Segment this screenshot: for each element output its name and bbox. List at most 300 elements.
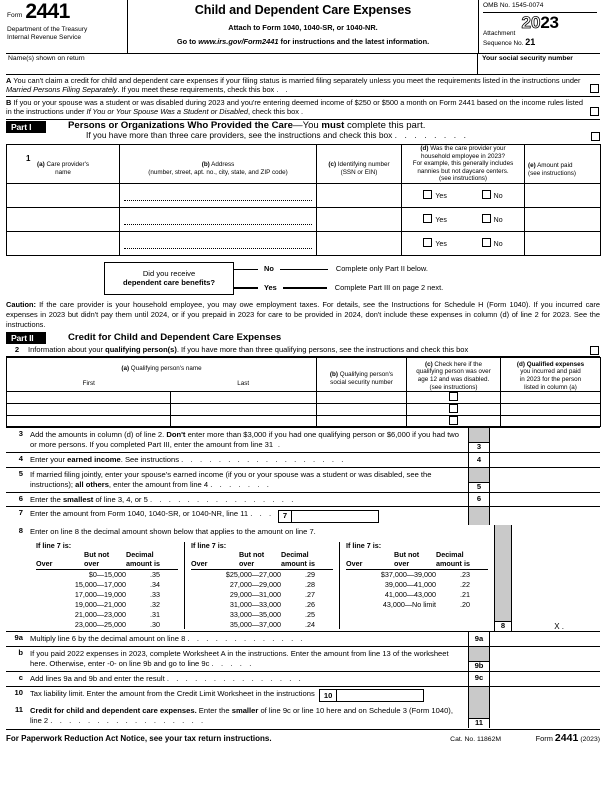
col-address-header	[120, 145, 317, 184]
line-b-checkbox[interactable]	[590, 107, 599, 116]
line-8-amount[interactable]	[512, 525, 600, 631]
decimal-over-header: Over	[191, 558, 208, 568]
decimal-amount-2: amount is	[281, 558, 315, 568]
benefits-question-box	[104, 262, 234, 295]
caution-note	[6, 300, 600, 330]
decimal-amount-1: Decimal	[281, 550, 309, 560]
footer-form-number: 2441	[554, 731, 579, 744]
line-2-more-persons-checkbox[interactable]	[590, 346, 599, 355]
line-7-row	[6, 507, 600, 524]
line-7-inline-box	[278, 510, 379, 523]
decimal-row	[191, 609, 333, 619]
address-dash-rule	[124, 190, 312, 201]
provider-name-cell[interactable]	[7, 183, 120, 207]
line-9c-amount[interactable]	[490, 672, 600, 686]
goto-suffix: for instructions and the latest information.	[278, 36, 430, 46]
part-2-tag: Part II	[6, 332, 46, 344]
line-7-label: Enter the amount from Form 1040, 1040-SR, or 1040-NR, line 11	[30, 509, 249, 519]
goto-line	[128, 38, 478, 47]
line-11-dots: . . . . . . . . . . . . . . . . .	[50, 715, 206, 725]
part-1-tag: Part I	[6, 121, 46, 133]
col-d-label-3: For example, this generally includes	[412, 160, 514, 168]
line-4-amount[interactable]	[490, 453, 600, 467]
line-3-amount[interactable]	[490, 428, 600, 452]
line-10-box-number: 10	[320, 690, 337, 701]
provider-household-cell	[402, 207, 525, 231]
line-a-text-1: You can't claim a credit for child and dependent care expenses if your filing status is married filing separately unless you meet the requirements listed in the instructions under	[13, 76, 581, 85]
decimal-range: $37,000—39,000	[380, 570, 436, 580]
q-col-d-tag: (d)	[516, 360, 525, 368]
line-2-text-1: Information about your	[28, 344, 106, 354]
caution-text: If the care provider is your household employee, you may owe employment taxes. For details, see the Instructions for Schedule H (Form 1040). If you incurred care expenses in 2023 but didn't pay them until 2024, or if you prepaid in 2023 for care to be provided in 2024, don't include these expenses in column (d) of line 2 for 2023. See the instructions.	[6, 299, 600, 329]
household-no-checkbox[interactable]	[482, 190, 491, 199]
line-a-dots: . .	[276, 84, 291, 94]
decimal-header-row	[346, 551, 488, 570]
decimal-row	[191, 580, 333, 590]
decimal-row	[36, 570, 178, 580]
line-9c-box-label	[468, 672, 490, 686]
line-9a-number: 9a	[14, 633, 23, 643]
decimal-row	[36, 599, 178, 609]
col-qualifying-ssn-header	[317, 357, 407, 391]
decimal-amount-1: Decimal	[436, 550, 464, 560]
q-last-cell[interactable]	[171, 403, 317, 415]
decimal-range: 43,000—No limit	[382, 599, 436, 609]
q-expenses-cell[interactable]	[501, 403, 601, 415]
decimal-value: .30	[150, 619, 160, 629]
col-d-label-1: Was the care provider your	[430, 145, 506, 153]
header-title-block	[128, 0, 478, 53]
household-no-option[interactable]	[482, 190, 503, 201]
line-6-amount[interactable]	[490, 493, 600, 507]
line-7-shaded-gutter	[468, 507, 490, 524]
decimal-amount-1: Decimal	[126, 550, 154, 560]
line-7-text	[28, 507, 468, 524]
col-b-sub: (number, street, apt. no., city, state, and ZIP code)	[148, 168, 288, 176]
q-col-c-label-3: age 12 and was disabled.	[417, 376, 490, 384]
decimal-value: .26	[305, 599, 315, 609]
decimal-value: .22	[460, 580, 470, 590]
line-9a-text	[28, 632, 468, 646]
line-8-box-number: 8	[495, 621, 511, 631]
q-col-first-label: First	[82, 379, 95, 387]
q-col-c-label-2: qualifying person was over	[416, 368, 491, 376]
provider-identifying-cell[interactable]	[317, 183, 402, 207]
line-7-amount[interactable]	[292, 511, 378, 522]
provider-identifying-cell[interactable]	[317, 231, 402, 255]
part-1-subtitle-dots: . . . . . . . .	[394, 130, 469, 141]
decimal-row	[36, 609, 178, 619]
line-9c-text	[28, 672, 468, 686]
decimal-block-title: If line 7 is:	[36, 540, 72, 550]
line-10-amount-void	[490, 687, 600, 704]
decimal-row	[36, 580, 178, 590]
col-b-label: Address	[211, 160, 235, 168]
benefits-yes-result: Complete Part III on page 2 next.	[334, 282, 444, 292]
line-11-text	[28, 704, 468, 728]
address-dash-rule	[124, 238, 312, 249]
line-b-italic: If You or Your Spouse Was a Student or Disabled	[86, 107, 248, 117]
line-9a-amount[interactable]	[490, 632, 600, 646]
dependent-care-benefits-decision	[6, 261, 600, 297]
q-col-b-tag: (b)	[329, 370, 338, 378]
line-9a-box-number: 9a	[469, 635, 489, 644]
provider-amount-cell[interactable]	[525, 231, 601, 255]
household-no-option[interactable]	[482, 238, 503, 249]
col-household-employee-header	[402, 145, 525, 184]
provider-address-cell[interactable]	[120, 231, 317, 255]
decimal-value: .31	[150, 609, 160, 619]
benefits-no-result: Complete only Part II below.	[335, 264, 428, 274]
q-col-b-label-1: Qualifying person's	[339, 370, 394, 378]
line-3-bold: Don't	[166, 430, 186, 440]
decimal-row	[346, 580, 488, 590]
decimal-range: 31,000—33,000	[229, 599, 281, 609]
decimal-butnot-2: over	[394, 558, 410, 568]
ssn-field-cell[interactable]	[478, 54, 600, 74]
line-3-text-2: enter more than $3,000 if you had one qualifying person or $6,000 if you had two or more persons. If you completed Part III, enter the amount from line 31	[30, 430, 460, 450]
tax-year-century: 20	[521, 12, 541, 32]
line-a-row	[6, 75, 600, 97]
provider-name-cell[interactable]	[7, 207, 120, 231]
omb-number: OMB No. 1545-0074	[483, 2, 597, 13]
footer-form-word: Form	[535, 733, 553, 743]
q-disabled-cell[interactable]	[407, 403, 501, 415]
tax-year-short: 23	[540, 12, 559, 32]
decimal-row	[191, 619, 333, 629]
q-last-cell[interactable]	[171, 392, 317, 404]
part-1-title-rest: complete this part.	[344, 119, 426, 131]
benefits-no-label: No	[264, 264, 274, 274]
line-5-text-1: If married filing jointly, enter your spouse's earned income (if you or your spouse was a student or was disabled, see the instructions);	[30, 469, 432, 489]
decimal-block-title: If line 7 is:	[346, 540, 382, 550]
line-4-box-label	[468, 453, 490, 467]
attachment-label-1: Attachment	[483, 29, 516, 37]
decimal-amount-header	[436, 551, 486, 568]
line-11-amount[interactable]	[490, 704, 600, 728]
decimal-range: 21,000—23,000	[74, 609, 126, 619]
part-2-bar	[6, 332, 600, 344]
provider-amount-cell[interactable]	[525, 207, 601, 231]
provider-amount-cell[interactable]	[525, 183, 601, 207]
care-providers-header-row	[7, 145, 601, 184]
taxpayer-identity-row	[6, 54, 600, 75]
q-disabled-cell[interactable]	[407, 392, 501, 404]
col-e-label: Amount paid	[537, 162, 573, 170]
decimal-row	[346, 599, 488, 609]
decimal-value: .21	[460, 589, 470, 599]
decimal-range: 39,000—41,000	[384, 580, 436, 590]
decimal-row	[346, 570, 488, 580]
provider-identifying-cell[interactable]	[317, 207, 402, 231]
benefits-question-line-1: Did you receive	[142, 268, 196, 278]
form-number: 2441	[25, 0, 70, 23]
qualifying-persons-table	[6, 357, 601, 427]
line-a-checkbox[interactable]	[590, 84, 599, 93]
line-9a-row	[6, 632, 600, 647]
line-10-number: 10	[14, 687, 23, 697]
line-10-inline-box	[319, 689, 424, 702]
line-9c-box-number: 9c	[469, 674, 489, 683]
decimal-block	[339, 542, 494, 629]
decimal-range: 35,000—37,000	[229, 619, 281, 629]
household-yes-checkbox[interactable]	[423, 190, 432, 199]
decimal-value: .33	[150, 589, 160, 599]
benefits-branches	[234, 262, 600, 295]
decimal-block	[184, 542, 339, 629]
line-3-text-1: Add the amounts in column (d) of line 2.	[30, 430, 167, 440]
tax-year	[483, 14, 597, 31]
line-3-number: 3	[18, 429, 23, 439]
decimal-header-row	[191, 551, 333, 570]
form-header	[6, 0, 600, 54]
name-field-cell[interactable]	[6, 54, 478, 74]
decimal-range: 41,000—43,000	[384, 589, 436, 599]
q-col-a-tag: (a)	[121, 364, 130, 372]
household-yes-option[interactable]	[423, 190, 446, 201]
line-9b-amount[interactable]	[490, 647, 600, 671]
q-ssn-cell[interactable]	[317, 392, 407, 404]
household-no-label: No	[493, 216, 503, 224]
household-yes-label: Yes	[435, 216, 447, 224]
col-provider-name-header	[7, 145, 120, 184]
line-5-box-number: 5	[469, 482, 489, 492]
col-d-label-4: nannies but not daycare centers.	[417, 167, 509, 175]
provider-address-cell[interactable]	[120, 207, 317, 231]
provider-household-cell	[402, 183, 525, 207]
irs-url-link[interactable]: www.irs.gov/Form2441	[198, 36, 279, 46]
decimal-block-title: If line 7 is:	[191, 540, 227, 550]
caution-label: Caution:	[6, 299, 36, 309]
col-c-sub: (SSN or EIN)	[340, 168, 378, 176]
line-b-text-1: If you or your spouse was a student or was disabled during 2023 and you're entering deemed income of $250 or $500 a month on Form 2441 based on the income rules listed in the instructions under	[6, 98, 584, 117]
decimal-value: .32	[150, 599, 160, 609]
col-qualified-expenses-header	[501, 357, 601, 391]
line-9a-box-label	[468, 632, 490, 646]
decimal-header-row	[36, 551, 178, 570]
line-6-box-label	[468, 493, 490, 507]
header-left-block	[6, 0, 128, 53]
attach-to-text: Attach to Form 1040, 1040-SR, or 1040-NR.	[228, 22, 378, 32]
line-5-bold: all others	[75, 479, 109, 489]
line-1-number: 1	[26, 154, 31, 164]
address-dash-rule	[124, 214, 312, 225]
part-1-subtitle: If you have more than three care providers, see the instructions and check this box	[86, 130, 393, 141]
line-9a-dots: . . . . . . . . . . . . .	[187, 634, 306, 644]
household-yes-option[interactable]	[423, 238, 446, 249]
col-amount-paid-header	[525, 145, 601, 184]
line-4-row	[6, 453, 600, 468]
decimal-amount-table	[30, 542, 494, 629]
line-6-row	[6, 493, 600, 508]
line-9b-box-label	[468, 647, 490, 671]
paperwork-notice: For Paperwork Reduction Act Notice, see your tax return instructions.	[6, 733, 272, 743]
line-2-number: 2	[14, 344, 20, 354]
line-9b-number: b	[18, 647, 23, 657]
line-6-text-1: Enter the	[30, 494, 63, 504]
q-first-cell[interactable]	[7, 403, 171, 415]
line-4-bold: earned income	[67, 455, 121, 465]
q-col-c-label-1: Check here if the	[434, 360, 483, 368]
line-10-text	[28, 687, 468, 704]
provider-name-cell[interactable]	[7, 231, 120, 255]
decimal-block	[30, 542, 184, 629]
line-6-dots: . . . . . . . . . . . . . . . .	[149, 494, 296, 504]
line-6-box-number: 6	[469, 495, 489, 504]
decimal-row	[36, 619, 178, 629]
decimal-row	[191, 599, 333, 609]
line-5-amount[interactable]	[490, 468, 600, 492]
household-yes-label: Yes	[435, 240, 447, 248]
decimal-butnot-2: over	[239, 558, 255, 568]
decimal-butnot-1: But not	[239, 550, 265, 560]
col-qualifying-name-header	[7, 357, 317, 391]
decimal-value: .20	[460, 599, 470, 609]
decimal-range: 33,000—35,000	[229, 609, 281, 619]
part-1-title-dash: —You	[292, 119, 322, 131]
care-provider-row	[7, 231, 601, 255]
q-disabled-cell[interactable]	[407, 415, 501, 427]
decimal-row	[36, 590, 178, 600]
form-footer	[6, 729, 600, 744]
line-8-row	[6, 525, 600, 632]
name-field-label: Name(s) shown on return	[8, 55, 85, 62]
provider-address-cell[interactable]	[120, 183, 317, 207]
q-col-last-label: Last	[237, 379, 250, 387]
line-3-dots: .	[273, 440, 283, 450]
decimal-amount-header	[281, 551, 331, 568]
line-9b-dots: . . . . .	[211, 658, 254, 668]
q-col-d-bold: Qualified expenses	[526, 360, 585, 368]
line-9c-label: Add lines 9a and 9b and enter the result	[30, 673, 165, 683]
col-b-tag: (b)	[201, 160, 210, 168]
q-disabled-checkbox[interactable]	[449, 416, 458, 425]
household-no-label: No	[493, 240, 503, 248]
line-b-letter: B	[6, 98, 12, 108]
line-7-box-number: 7	[279, 511, 292, 522]
form-word-label: Form	[7, 12, 23, 20]
ssn-field-label: Your social security number	[482, 55, 573, 62]
benefits-no-branch	[234, 265, 428, 274]
q-first-cell[interactable]	[7, 415, 171, 427]
q-col-d-label-3: listed in column (a)	[524, 383, 577, 391]
part-1-subtitle-row	[86, 131, 600, 141]
line-2-text	[28, 346, 586, 355]
attachment-label-2: Sequence No.	[483, 40, 524, 48]
line-7-amount-void	[490, 507, 600, 524]
line-7-number: 7	[18, 508, 23, 518]
line-a-letter: A	[6, 76, 12, 85]
line-11-box-label	[468, 704, 490, 728]
decimal-butnot-1: But not	[84, 550, 110, 560]
decimal-range: 17,000—19,000	[74, 589, 126, 599]
header-right-block	[478, 0, 600, 53]
household-yes-checkbox[interactable]	[423, 238, 432, 247]
q-last-cell[interactable]	[171, 415, 317, 427]
line-4-dots: . . . . . . . . . . . . . . . . . .	[181, 455, 346, 465]
decimal-value: .24	[305, 619, 315, 629]
line-11-bold-2: smaller	[231, 705, 259, 715]
decimal-value: .25	[305, 609, 315, 619]
line-3-row	[6, 428, 600, 453]
q-ssn-cell[interactable]	[317, 403, 407, 415]
q-disabled-checkbox[interactable]	[449, 404, 458, 413]
household-yes-option[interactable]	[423, 214, 446, 225]
line-5-box-label	[468, 468, 490, 492]
household-yes-label: Yes	[435, 192, 447, 200]
line-b-row	[6, 97, 600, 119]
line-5-number: 5	[18, 468, 23, 478]
qualifying-person-row	[7, 403, 601, 415]
line-5-text	[28, 468, 468, 492]
decimal-butnot-header	[394, 551, 436, 568]
line-11-bold-1: Credit for child and dependent care expenses.	[30, 705, 197, 715]
line-4-box-number: 4	[469, 456, 489, 465]
line-10-amount[interactable]	[337, 690, 423, 701]
line-9b-row	[6, 647, 600, 672]
line-11-row	[6, 704, 600, 728]
q-col-a-label: Qualifying person's name	[130, 364, 202, 372]
credit-computation-lines	[6, 427, 600, 727]
line-a-italic: Married Persons Filing Separately	[6, 84, 118, 94]
qualifying-persons-header-row	[7, 357, 601, 391]
decimal-value: .35	[150, 570, 160, 580]
qualifying-person-row	[7, 415, 601, 427]
department-line-2: Internal Revenue Service	[7, 34, 82, 42]
line-5-text-2: , enter the amount from line 4	[108, 479, 209, 489]
q-expenses-cell[interactable]	[501, 415, 601, 427]
part-2-title: Credit for Child and Dependent Care Expenses	[68, 331, 282, 343]
benefits-yes-branch	[234, 284, 443, 293]
decimal-butnot-1: But not	[394, 550, 420, 560]
line-6-number: 6	[18, 493, 23, 503]
household-no-checkbox[interactable]	[482, 214, 491, 223]
line-9a-label: Multiply line 6 by the decimal amount on line 8	[30, 634, 186, 644]
line-10-shaded-gutter	[468, 687, 490, 704]
col-disabled-check-header	[407, 357, 501, 391]
household-yes-checkbox[interactable]	[423, 214, 432, 223]
col-d-label-5: (see instructions)	[439, 175, 487, 183]
line-4-text	[28, 453, 468, 467]
qualifying-person-row	[7, 392, 601, 404]
line-b-text-2: , check this box	[248, 107, 299, 117]
line-10-row	[6, 687, 600, 704]
line-b-dots: .	[301, 107, 306, 117]
part-1-title-bold-2: must	[321, 119, 345, 131]
line-3-text	[28, 428, 468, 452]
col-a-label-2: name	[55, 168, 71, 176]
q-first-cell[interactable]	[7, 392, 171, 404]
line-9c-number: c	[18, 672, 23, 682]
benefits-yes-label: Yes	[264, 282, 277, 292]
line-11-number: 11	[14, 704, 23, 714]
household-no-option[interactable]	[482, 214, 503, 225]
line-2-bold: qualifying person(s)	[105, 344, 177, 354]
decimal-amount-2: amount is	[126, 558, 160, 568]
q-disabled-checkbox[interactable]	[449, 392, 458, 401]
part-1-more-providers-checkbox[interactable]	[591, 132, 600, 141]
footer-form-id	[536, 732, 600, 744]
line-9c-dots: . . . . . . . . . . . . . . .	[166, 673, 304, 683]
household-no-checkbox[interactable]	[482, 238, 491, 247]
q-expenses-cell[interactable]	[501, 392, 601, 404]
q-ssn-cell[interactable]	[317, 415, 407, 427]
q-col-b-label-2: social security number	[330, 378, 393, 386]
line-8-text: Enter on line 8 the decimal amount shown below that applies to the amount on line 7.	[30, 526, 316, 536]
line-3-box-number: 3	[469, 442, 489, 452]
department-block	[7, 26, 125, 42]
decimal-value: .28	[305, 580, 315, 590]
